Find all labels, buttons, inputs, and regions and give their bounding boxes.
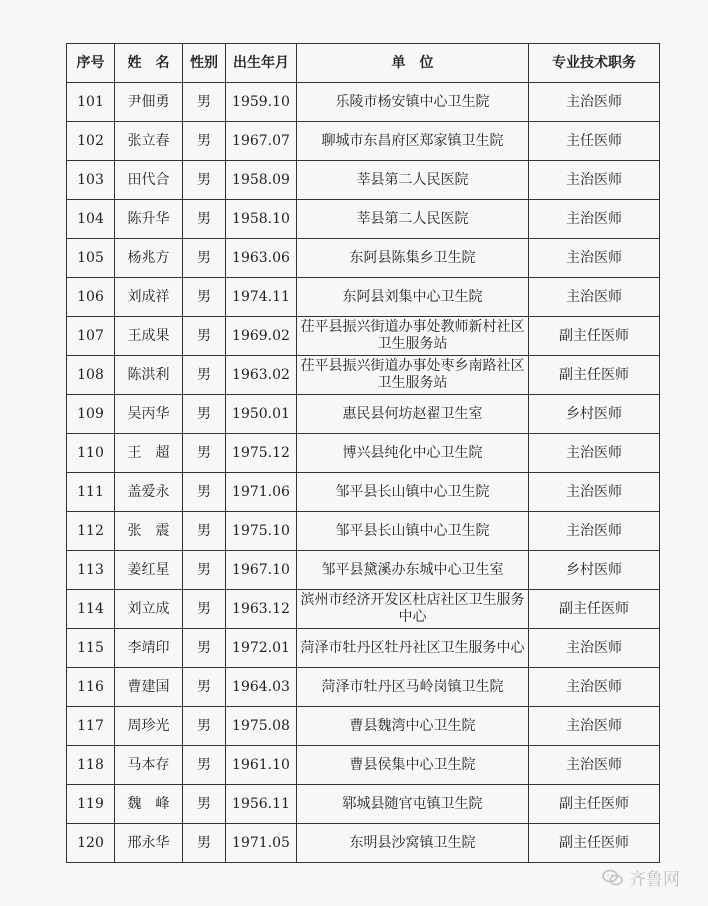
cell-birth: 1974.11 xyxy=(226,278,297,317)
cell-birth: 1969.02 xyxy=(226,317,297,356)
cell-gender: 男 xyxy=(183,512,226,551)
cell-gender: 男 xyxy=(183,395,226,434)
table-row xyxy=(67,668,660,707)
cell-unit: 惠民县何坊赵翟卫生室 xyxy=(297,395,529,434)
cell-gender: 男 xyxy=(183,824,226,863)
header-cell-index: 序号 xyxy=(67,44,115,83)
cell-gender: 男 xyxy=(183,551,226,590)
table-header-row xyxy=(67,44,660,83)
cell-index: 117 xyxy=(67,707,115,746)
cell-title: 副主任医师 xyxy=(529,317,660,356)
cell-title: 主治医师 xyxy=(529,278,660,317)
cell-index: 111 xyxy=(67,473,115,512)
cell-birth: 1956.11 xyxy=(226,785,297,824)
cell-name: 陈升华 xyxy=(115,200,183,239)
cell-birth: 1967.07 xyxy=(226,122,297,161)
cell-unit: 邹平县长山镇中心卫生院 xyxy=(297,512,529,551)
cell-gender: 男 xyxy=(183,122,226,161)
cell-title: 主任医师 xyxy=(529,122,660,161)
cell-index: 101 xyxy=(67,83,115,122)
cell-birth: 1958.09 xyxy=(226,161,297,200)
cell-gender: 男 xyxy=(183,161,226,200)
cell-unit: 茌平县振兴街道办事处教师新村社区卫生服务站 xyxy=(297,317,529,356)
watermark xyxy=(602,865,680,890)
cell-title: 主治医师 xyxy=(529,239,660,278)
table-row xyxy=(67,707,660,746)
cell-title: 主治医师 xyxy=(529,434,660,473)
header-cell-name: 姓 名 xyxy=(115,44,183,83)
cell-index: 109 xyxy=(67,395,115,434)
table-row xyxy=(67,278,660,317)
cell-birth: 1971.05 xyxy=(226,824,297,863)
cell-name: 尹佃勇 xyxy=(115,83,183,122)
cell-title: 主治医师 xyxy=(529,629,660,668)
table-row xyxy=(67,629,660,668)
cell-index: 114 xyxy=(67,590,115,629)
cell-unit: 东阿县陈集乡卫生院 xyxy=(297,239,529,278)
cell-index: 110 xyxy=(67,434,115,473)
cell-gender: 男 xyxy=(183,356,226,395)
cell-index: 103 xyxy=(67,161,115,200)
table-row xyxy=(67,239,660,278)
cell-index: 115 xyxy=(67,629,115,668)
cell-birth: 1975.12 xyxy=(226,434,297,473)
cell-unit: 郓城县随官屯镇卫生院 xyxy=(297,785,529,824)
cell-index: 116 xyxy=(67,668,115,707)
cell-name: 杨兆方 xyxy=(115,239,183,278)
cell-name: 张立春 xyxy=(115,122,183,161)
cell-birth: 1972.01 xyxy=(226,629,297,668)
cell-gender: 男 xyxy=(183,629,226,668)
cell-birth: 1958.10 xyxy=(226,200,297,239)
cell-unit: 曹县侯集中心卫生院 xyxy=(297,746,529,785)
cell-unit: 乐陵市杨安镇中心卫生院 xyxy=(297,83,529,122)
table-row xyxy=(67,785,660,824)
table-row xyxy=(67,356,660,395)
cell-index: 108 xyxy=(67,356,115,395)
cell-gender: 男 xyxy=(183,83,226,122)
cell-unit: 邹平县黛溪办东城中心卫生室 xyxy=(297,551,529,590)
cell-unit: 邹平县长山镇中心卫生院 xyxy=(297,473,529,512)
cell-title: 主治医师 xyxy=(529,83,660,122)
header-cell-gender: 性别 xyxy=(183,44,226,83)
wechat-icon xyxy=(602,869,624,887)
header-cell-birth: 出生年月 xyxy=(226,44,297,83)
cell-title: 乡村医师 xyxy=(529,551,660,590)
watermark-text: 齐鲁网 xyxy=(629,870,680,890)
cell-name: 张 震 xyxy=(115,512,183,551)
cell-birth: 1971.06 xyxy=(226,473,297,512)
cell-gender: 男 xyxy=(183,317,226,356)
cell-gender: 男 xyxy=(183,434,226,473)
table-row xyxy=(67,200,660,239)
cell-title: 主治医师 xyxy=(529,473,660,512)
cell-title: 主治医师 xyxy=(529,512,660,551)
cell-index: 107 xyxy=(67,317,115,356)
cell-unit: 博兴县纯化中心卫生院 xyxy=(297,434,529,473)
cell-gender: 男 xyxy=(183,590,226,629)
table-row xyxy=(67,746,660,785)
cell-name: 吴丙华 xyxy=(115,395,183,434)
cell-index: 102 xyxy=(67,122,115,161)
cell-title: 副主任医师 xyxy=(529,590,660,629)
cell-index: 104 xyxy=(67,200,115,239)
cell-title: 副主任医师 xyxy=(529,356,660,395)
cell-birth: 1950.01 xyxy=(226,395,297,434)
cell-index: 120 xyxy=(67,824,115,863)
cell-title: 乡村医师 xyxy=(529,395,660,434)
cell-name: 邢永华 xyxy=(115,824,183,863)
table-row xyxy=(67,395,660,434)
cell-unit: 莘县第二人民医院 xyxy=(297,200,529,239)
cell-name: 李靖印 xyxy=(115,629,183,668)
cell-birth: 1963.12 xyxy=(226,590,297,629)
cell-name: 周珍光 xyxy=(115,707,183,746)
cell-name: 姜红星 xyxy=(115,551,183,590)
cell-gender: 男 xyxy=(183,239,226,278)
cell-index: 118 xyxy=(67,746,115,785)
cell-unit: 聊城市东昌府区郑家镇卫生院 xyxy=(297,122,529,161)
cell-index: 112 xyxy=(67,512,115,551)
cell-birth: 1964.03 xyxy=(226,668,297,707)
cell-title: 副主任医师 xyxy=(529,824,660,863)
cell-name: 王成果 xyxy=(115,317,183,356)
cell-gender: 男 xyxy=(183,278,226,317)
cell-name: 马本存 xyxy=(115,746,183,785)
cell-name: 田代合 xyxy=(115,161,183,200)
cell-gender: 男 xyxy=(183,473,226,512)
cell-unit: 曹县魏湾中心卫生院 xyxy=(297,707,529,746)
cell-title: 主治医师 xyxy=(529,746,660,785)
cell-unit: 滨州市经济开发区杜店社区卫生服务中心 xyxy=(297,590,529,629)
cell-birth: 1963.02 xyxy=(226,356,297,395)
cell-gender: 男 xyxy=(183,785,226,824)
cell-name: 陈洪利 xyxy=(115,356,183,395)
cell-birth: 1963.06 xyxy=(226,239,297,278)
table-row xyxy=(67,512,660,551)
cell-unit: 莘县第二人民医院 xyxy=(297,161,529,200)
cell-name: 王 超 xyxy=(115,434,183,473)
cell-birth: 1959.10 xyxy=(226,83,297,122)
cell-gender: 男 xyxy=(183,200,226,239)
table-row xyxy=(67,473,660,512)
cell-gender: 男 xyxy=(183,668,226,707)
cell-unit: 菏泽市牡丹区马岭岗镇卫生院 xyxy=(297,668,529,707)
cell-gender: 男 xyxy=(183,746,226,785)
cell-name: 曹建国 xyxy=(115,668,183,707)
cell-gender: 男 xyxy=(183,707,226,746)
cell-unit: 东阿县刘集中心卫生院 xyxy=(297,278,529,317)
table-row xyxy=(67,317,660,356)
cell-index: 119 xyxy=(67,785,115,824)
table-row xyxy=(67,122,660,161)
table-body xyxy=(67,83,660,863)
table-row xyxy=(67,590,660,629)
cell-name: 刘立成 xyxy=(115,590,183,629)
cell-birth: 1975.10 xyxy=(226,512,297,551)
cell-title: 主治医师 xyxy=(529,707,660,746)
cell-name: 魏 峰 xyxy=(115,785,183,824)
table-row xyxy=(67,161,660,200)
cell-name: 盖爱永 xyxy=(115,473,183,512)
header-cell-title: 专业技术职务 xyxy=(529,44,660,83)
cell-title: 主治医师 xyxy=(529,161,660,200)
table-row xyxy=(67,434,660,473)
cell-unit: 东明县沙窝镇卫生院 xyxy=(297,824,529,863)
cell-title: 主治医师 xyxy=(529,200,660,239)
cell-birth: 1967.10 xyxy=(226,551,297,590)
cell-unit: 茌平县振兴街道办事处枣乡南路社区卫生服务站 xyxy=(297,356,529,395)
cell-title: 主治医师 xyxy=(529,668,660,707)
cell-index: 113 xyxy=(67,551,115,590)
cell-birth: 1975.08 xyxy=(226,707,297,746)
table-row xyxy=(67,551,660,590)
cell-birth: 1961.10 xyxy=(226,746,297,785)
roster-table xyxy=(66,43,660,863)
cell-name: 刘成祥 xyxy=(115,278,183,317)
cell-index: 105 xyxy=(67,239,115,278)
cell-unit: 菏泽市牡丹区牡丹社区卫生服务中心 xyxy=(297,629,529,668)
cell-index: 106 xyxy=(67,278,115,317)
header-cell-unit: 单 位 xyxy=(297,44,529,83)
table-row xyxy=(67,824,660,863)
table-row xyxy=(67,83,660,122)
cell-title: 副主任医师 xyxy=(529,785,660,824)
